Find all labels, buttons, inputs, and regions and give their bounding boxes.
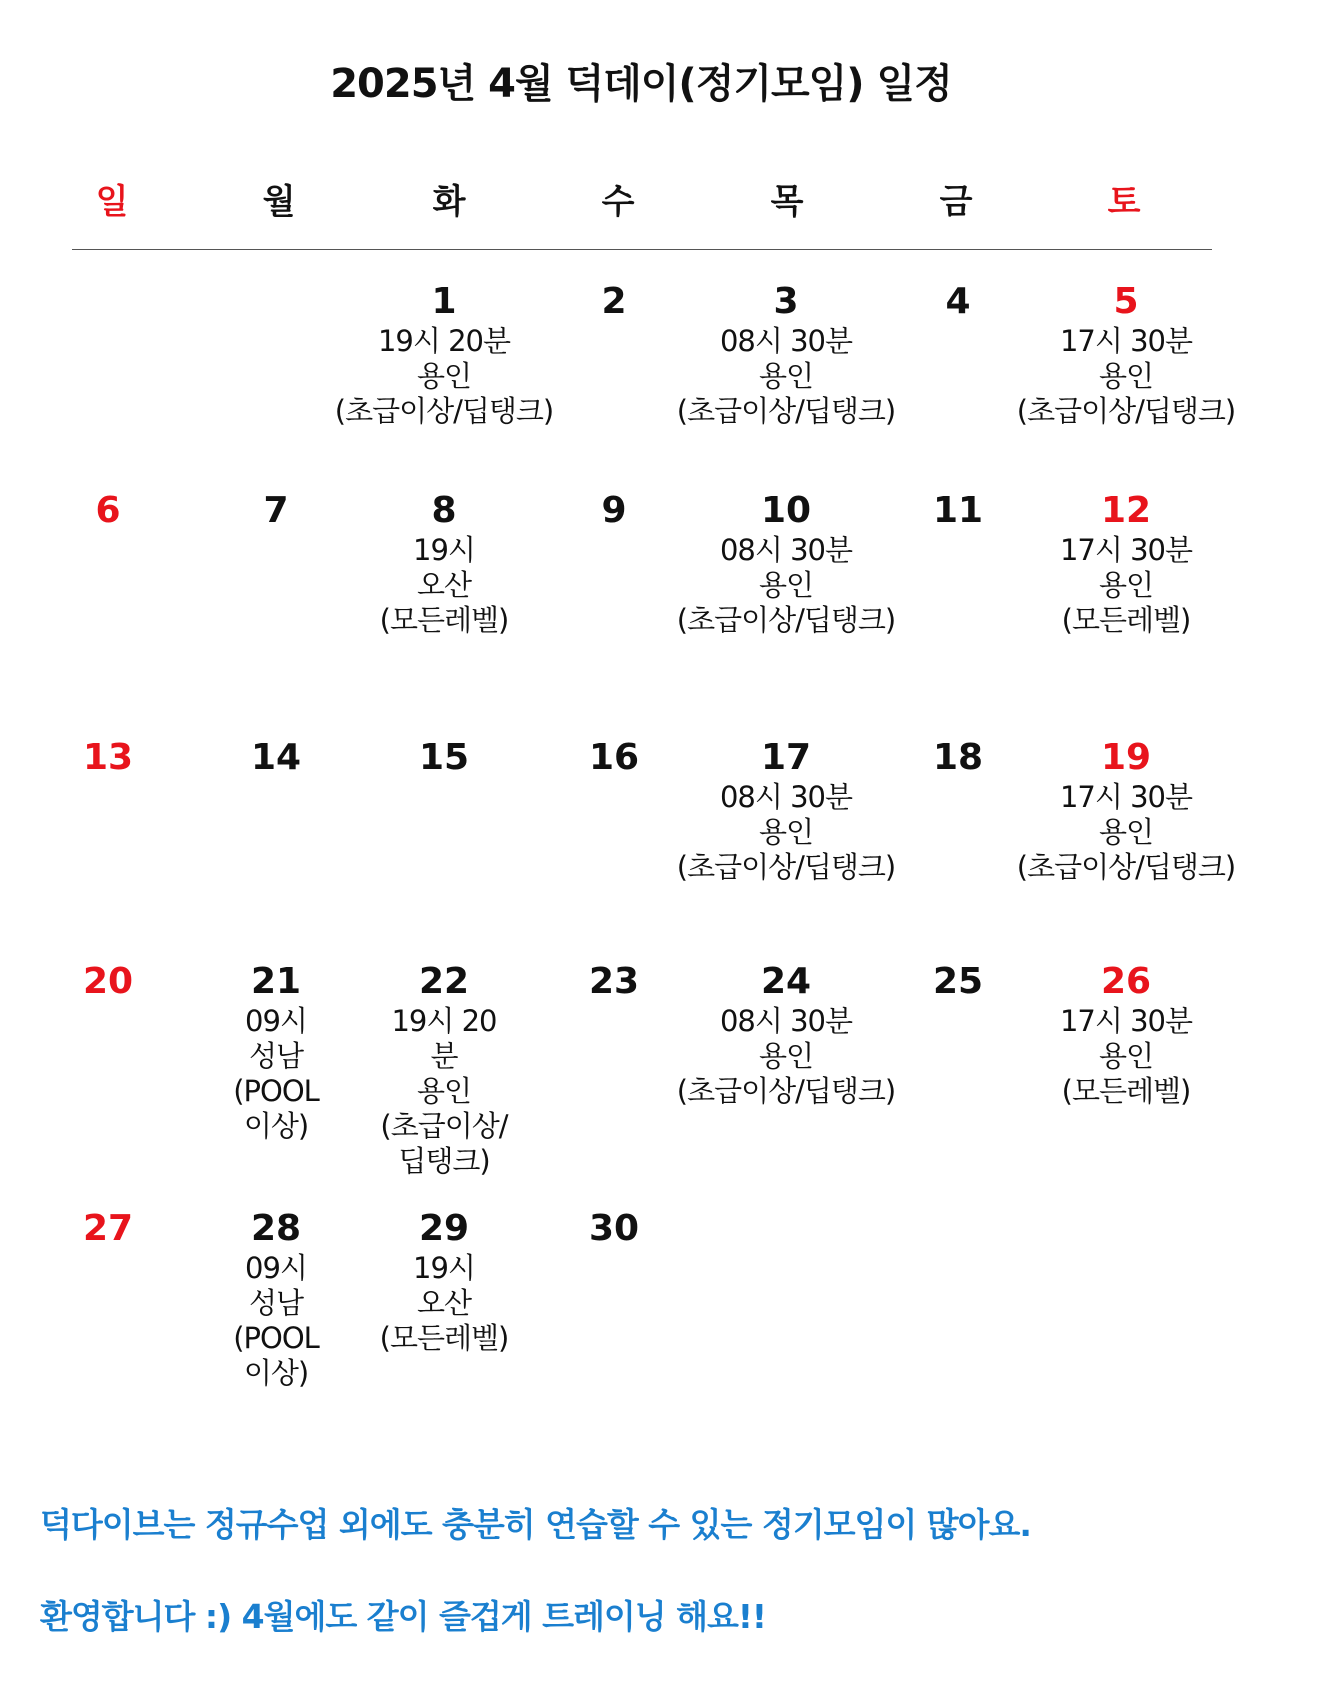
weekday-wed: 수 <box>601 182 635 222</box>
day-number: 22 <box>418 961 470 1002</box>
day-number: 8 <box>431 490 457 531</box>
day-number: 13 <box>82 737 134 778</box>
event-line: 이상) <box>243 1356 309 1390</box>
event-line: (POOL <box>233 1321 319 1355</box>
day-number: 21 <box>250 961 302 1002</box>
day-number: 11 <box>932 490 984 531</box>
weekday-tue: 화 <box>432 182 466 222</box>
event-line: 09시 <box>245 1004 307 1038</box>
page-title: 2025년 4월 덕데이(정기모임) 일정 <box>330 61 952 107</box>
day-number: 16 <box>588 737 640 778</box>
event-line: (모든레벨) <box>379 1321 509 1355</box>
event-line: 17시 30분 <box>1059 780 1193 814</box>
event-line: 08시 30분 <box>719 780 853 814</box>
event-line: 08시 30분 <box>719 533 853 567</box>
event-line: (모든레벨) <box>1061 1074 1191 1108</box>
day-number: 27 <box>82 1208 134 1249</box>
event-line: (초급이상/딥탱크) <box>334 394 554 428</box>
day-number: 9 <box>601 490 627 531</box>
event-line: 17시 30분 <box>1059 533 1193 567</box>
day-number: 2 <box>601 281 627 322</box>
event-line: (초급이상/딥탱크) <box>676 1074 896 1108</box>
day-number: 28 <box>250 1208 302 1249</box>
day-number: 18 <box>932 737 984 778</box>
event-line: 성남 <box>248 1286 304 1320</box>
day-cell-21 <box>211 960 341 1144</box>
event-line: 용인 <box>1098 359 1154 393</box>
event-line: (모든레벨) <box>379 603 509 637</box>
event-line: 19시 20분 <box>377 324 511 358</box>
event-line: 용인 <box>758 359 814 393</box>
event-line: (초급이상/딥탱크) <box>1016 394 1236 428</box>
footer-line-2: 환영합니다 :) 4월에도 같이 즐겁게 트레이닝 해요!! <box>40 1597 766 1636</box>
day-number: 30 <box>588 1208 640 1249</box>
day-number: 4 <box>945 281 971 322</box>
event-line: 09시 <box>245 1251 307 1285</box>
day-number: 25 <box>932 961 984 1002</box>
event-line: (초급이상/ <box>380 1109 508 1143</box>
day-number: 5 <box>1113 281 1139 322</box>
day-cell-19 <box>996 736 1256 885</box>
event-line: 오산 <box>416 1286 472 1320</box>
event-line: 딥탱크) <box>398 1144 490 1178</box>
day-number: 19 <box>1100 737 1152 778</box>
day-number: 7 <box>263 490 289 531</box>
day-number: 20 <box>82 961 134 1002</box>
event-line: 19시 20분 <box>391 1004 497 1073</box>
event-line: 용인 <box>416 359 472 393</box>
event-line: (초급이상/딥탱크) <box>676 850 896 884</box>
weekday-sat: 토 <box>1107 182 1141 222</box>
day-number: 12 <box>1100 490 1152 531</box>
day-number: 17 <box>760 737 812 778</box>
footer-line-1: 덕다이브는 정규수업 외에도 충분히 연습할 수 있는 정기모임이 많아요. <box>40 1505 1031 1544</box>
day-cell-12 <box>996 489 1256 638</box>
day-number: 6 <box>95 490 121 531</box>
weekday-thu: 목 <box>770 182 804 222</box>
event-line: 용인 <box>1098 568 1154 602</box>
day-number: 10 <box>760 490 812 531</box>
day-number: 24 <box>760 961 812 1002</box>
day-number: 15 <box>418 737 470 778</box>
event-line: (모든레벨) <box>1061 603 1191 637</box>
event-line: 성남 <box>248 1039 304 1073</box>
event-line: (초급이상/딥탱크) <box>676 603 896 637</box>
day-cell-30 <box>484 1207 744 1251</box>
event-line: (초급이상/딥탱크) <box>1016 850 1236 884</box>
event-line: 17시 30분 <box>1059 1004 1193 1038</box>
event-line: 용인 <box>758 815 814 849</box>
day-cell-5 <box>996 280 1256 429</box>
event-line: 용인 <box>758 568 814 602</box>
day-number: 3 <box>773 281 799 322</box>
event-line: 오산 <box>416 568 472 602</box>
day-cell-26 <box>996 960 1256 1109</box>
footer-note <box>40 1500 1300 1684</box>
day-cell-20 <box>0 960 238 1004</box>
event-line: (POOL <box>233 1074 319 1108</box>
day-number: 14 <box>250 737 302 778</box>
event-line: (초급이상/딥탱크) <box>676 394 896 428</box>
event-line: 이상) <box>243 1109 309 1143</box>
weekday-mon: 월 <box>262 182 296 222</box>
event-line: 08시 30분 <box>719 1004 853 1038</box>
event-line: 19시 <box>413 533 475 567</box>
weekday-fri: 금 <box>939 182 973 222</box>
event-line: 08시 30분 <box>719 324 853 358</box>
day-number: 23 <box>588 961 640 1002</box>
event-line: 용인 <box>1098 815 1154 849</box>
event-line: 용인 <box>416 1074 472 1108</box>
day-number: 29 <box>418 1208 470 1249</box>
day-number: 1 <box>431 281 457 322</box>
day-cell-27 <box>0 1207 238 1251</box>
day-number: 26 <box>1100 961 1152 1002</box>
event-line: 17시 30분 <box>1059 324 1193 358</box>
event-line: 19시 <box>413 1251 475 1285</box>
event-line: 용인 <box>1098 1039 1154 1073</box>
weekday-sun: 일 <box>95 182 129 222</box>
event-line: 용인 <box>758 1039 814 1073</box>
